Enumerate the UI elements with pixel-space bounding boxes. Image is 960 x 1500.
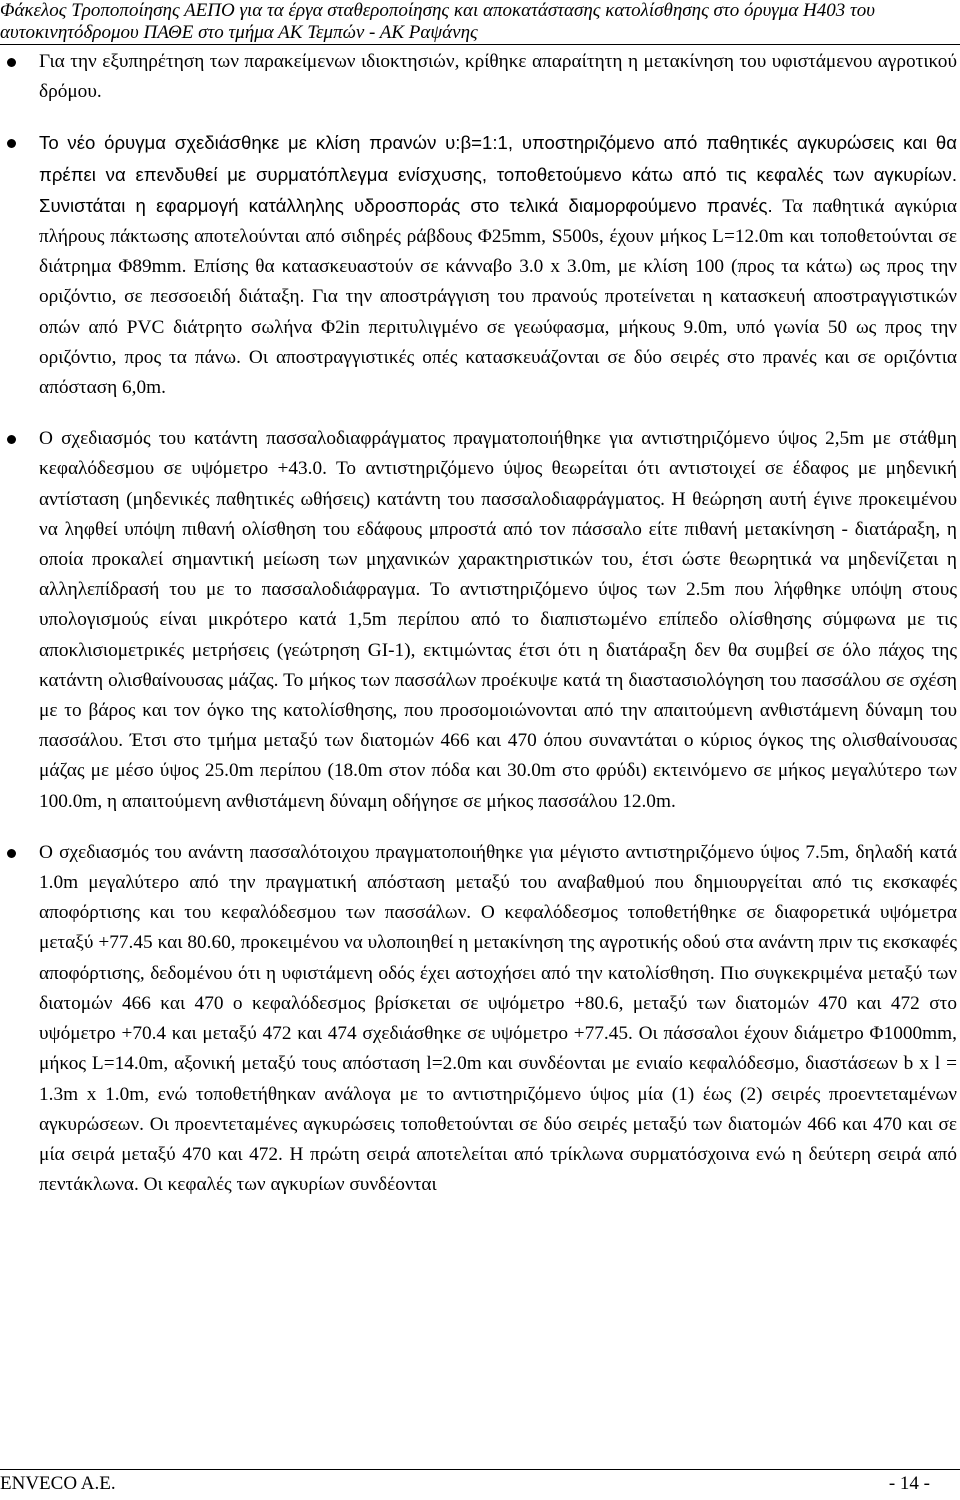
paragraph-text: Τα παθητικά αγκύρια πλήρους πάκτωσης αποτελούνται από σιδηρές ράβδους Φ25mm, S500s, έχουν μήκος L=12.0m και τοποθετούνται σε διάτρημα Φ89mm. Επίσης θα κατασκευαστούν σε κάνναβο 3.0 x 3.0m, με κλίση 100 (προς τα κάτω) ως προς την οριζόντιο, σε πεσσοειδή διάταξη.	[39, 195, 957, 308]
footer-divider	[0, 1469, 960, 1470]
bullet-icon	[7, 58, 16, 67]
paragraph-text: Το νέο όρυγμα σχεδιάσθηκε με κλίση πρανών υ:β=1:1, υποστηριζόμενο από παθητικές αγκυρώσεις και θα πρέπει να επενδυθεί με συρματόπλεγμα ενίσχυσης, τοποθετούμενο κάτω από τις κεφαλές των αγκυρίων. Συνιστάται η εφαρμογή κατάλληλης υδροσποράς στο τελικά διαμορφούμενο πρανές.	[39, 132, 957, 216]
page-number: - 14 -	[888, 1473, 930, 1494]
list-item	[0, 424, 960, 817]
paragraph-text: Ο σχεδιασμός του ανάντη πασσαλότοιχου πραγματοποιήθηκε για μέγιστο αντιστηριζόμενο ύψος 7.5m, δηλαδή κατά 1.0m μεγαλύτερο από την πραγματική απόσταση μεταξύ του αναβαθμού που δημιουργείται από τις εκσκαφές αποφόρτισης και του κεφαλόδεσμου των πασσάλων. Ο κεφαλόδεσμος τοποθετήθηκε σε διαφορετικά υψόμετρα μεταξύ +77.45 και 80.60, προκειμένου να υλοποιηθεί η μετακίνηση της αγροτικής οδού στα ανάντη πριν τις εκσκαφές αποφόρτισης, δεδομένου ότι η υφιστάμενη οδός έχει αστοχήσει από την κατολίσθηση. Πιο συγκεκριμένα μεταξύ των διατομών 466 και 470 ο κεφαλόδεσμος βρίσκεται σε υψόμετρο +80.6, μεταξύ των διατομών 470 και 472 στο υψόμετρο +70.4 και μεταξύ 472 και 474 σχεδιάσθηκε σε υψόμετρο +77.45. Οι πάσσαλοι έχουν διάμετρο Φ1000mm, μήκος L=14.0m, αξονική μεταξύ τους απόσταση l=2.0m και συνδέονται με ενιαίο κεφαλόδεσμο, διαστάσεων b x l = 1.3m x 1.0m, ενώ τοποθετήθηκαν ανάλογα με το αντιστηριζόμενο ύψος μία (1) έως (2) σειρές προεντεταμένων αγκυρώσεων. Οι προεντεταμένες αγκυρώσεις τοποθετούνται σε δύο σειρές μεταξύ των διατομών 466 και 470 και σε μία σειρά μεταξύ 470 και 472. Η πρώτη σειρά αποτελείται από τρίκλωνα συρματόσχοινα ενώ η δεύτερη σειρά από πεντάκλωνα. Οι κεφαλές των αγκυρίων συνδέονται	[39, 841, 957, 1196]
bullet-list	[0, 40, 960, 1200]
bullet-icon	[7, 849, 16, 858]
list-item	[0, 47, 960, 107]
header-line-1: Φάκελος Τροποποίησης ΑΕΠΟ για τα έργα σταθεροποίησης και αποκατάστασης κατολίσθησης στο όρυγμα Η403 του	[0, 0, 876, 21]
paragraph-text: Ο σχεδιασμός του κατάντη πασσαλοδιαφράγματος πραγματοποιήθηκε για αντιστηριζόμενο ύψος 2,5m με στάθμη κεφαλόδεσμου σε υψόμετρο +43.0. Το αντιστηριζόμενο ύψος θεωρείται ότι αντιστοιχεί σε έδαφος με μηδενική αντίσταση (μηδενικές παθητικές ωθήσεις) κατάντη του πασσαλοδιαφράγματος. Η θεώρηση αυτή έγινε προκειμένου να ληφθεί υπόψη πιθανή ολίσθηση του εδάφους μπροστά από τον πάσσαλο είτε πιθανή μετακίνηση - διατάραξη, η οποία προκαλεί σημαντική μείωση των μηχανικών χαρακτηριστικών του, έτσι ώστε θεωρητικά να μηδενίζεται η αλληλεπίδρασή του με το πασσαλοδιάφραγμα. Το αντιστηριζόμενο ύψος των 2.5m που λήφθηκε υπόψη στους υπολογισμούς είναι μικρότερο κατά 1,5m περίπου από το διαπιστωμένο επίπεδο ολίσθησης σύμφωνα με τις αποκλισιομετρικές μετρήσεις (γεώτρηση GI-1), εκτιμώντας έτσι ότι η διατάραξη δεν θα συμβεί σε όλο πάχος της κατάντη ολισθαίνουσας μάζας. Το μήκος των πασσάλων προέκυψε κατά τη διαστασιολόγηση του πασσάλου σε σχέση με το βάρος και τον όγκο της κατολίσθησης, που προσομοιώνονται από την απαιτούμενη ανθιστάμενη δύναμη του πασσάλου. Έτσι στο τμήμα μεταξύ των διατομών 466 και 470 όπου συναντάται ο κύριος όγκος της ολισθαίνουσας μάζας με μέσο ύψος 25.0m περίπου (18.0m στον πόδα και 30.0m στο φρύδι) εκτεινόμενο σε μήκος μεγαλύτερο των 100.0m, η απαιτούμενη ανθιστάμενη δύναμη οδήγησε σε μήκος πασσάλου 12.0m.	[39, 428, 957, 812]
company-name: ENVECO A.E.	[0, 1473, 116, 1494]
paragraph-text: Για την αποστράγγιση του πρανούς προτείνεται η κατασκευή αποστραγγιστικών οπών από PVC διάτρητο σωλήνα Φ2in περιτυλιγμένο σε γεωύφασμα, μήκους 9.0m, υπό γωνία 50 ως προς την οριζόντιο, προς τα πάνω. Οι αποστραγγιστικές οπές κατασκευάζονται σε δύο σειρές στο πρανές και σε οριζόντια απόσταση 6,0m.	[39, 286, 957, 399]
bullet-icon	[7, 435, 16, 444]
page-header	[0, 0, 960, 43]
list-item	[0, 838, 960, 1200]
paragraph-text: Για την εξυπηρέτηση των παρακείμενων ιδιοκτησιών, κρίθηκε απαραίτητη η μετακίνηση του υφιστάμενου αγροτικού δρόμου.	[39, 51, 957, 103]
header-line-2: αυτοκινητόδρομου ΠΑΘΕ στο τμήμα ΑΚ Τεμπών - ΑΚ Ραψάνης	[0, 21, 478, 43]
list-item	[0, 128, 960, 403]
bullet-icon	[7, 139, 16, 148]
